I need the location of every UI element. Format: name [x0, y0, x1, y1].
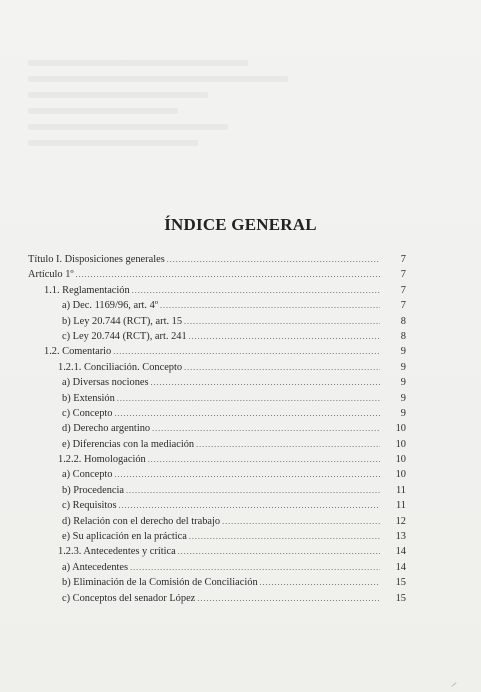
dot-leader	[189, 329, 380, 344]
dot-leader	[76, 267, 380, 282]
dot-leader	[152, 421, 380, 436]
dot-leader	[196, 437, 380, 452]
toc-entry	[28, 406, 406, 421]
toc-entry-label: d) Relación con el derecho del trabajo	[62, 515, 221, 527]
page-title: ÍNDICE GENERAL	[164, 215, 317, 234]
toc-entry-label: a) Concepto	[62, 469, 113, 481]
toc-entry-page-number: 15	[395, 592, 406, 604]
toc-entry-page-number: 13	[395, 531, 406, 543]
toc-entry	[28, 514, 406, 529]
toc-entry-label: b) Ley 20.744 (RCT), art. 15	[62, 315, 183, 327]
toc-entry-label: a) Antecedentes	[62, 561, 129, 573]
dot-leader	[113, 344, 380, 359]
toc-entry	[28, 452, 406, 467]
toc-entry-label: c) Concepto	[62, 407, 113, 419]
toc-entry	[28, 483, 406, 498]
toc-entry-page-number: 7	[400, 254, 406, 265]
toc-entry-page-number: 8	[400, 330, 406, 342]
toc-entry-page-number: 11	[395, 500, 406, 512]
dot-leader	[184, 314, 380, 329]
toc-entry	[28, 314, 406, 329]
dot-leader	[222, 514, 380, 529]
toc-entry-label: 1.2.1. Conciliación. Concepto	[58, 361, 183, 373]
toc-entry-label: c) Ley 20.744 (RCT), art. 241	[62, 330, 187, 342]
dot-leader	[126, 483, 380, 498]
toc-entry-page-number: 9	[400, 392, 406, 404]
toc-entry-label: e) Diferencias con la mediación	[62, 438, 195, 450]
dot-leader	[184, 360, 380, 375]
table-of-contents	[28, 252, 406, 606]
toc-entry-label: 1.2.2. Homologación	[58, 454, 146, 466]
toc-entry-page-number: 11	[395, 484, 406, 496]
toc-entry	[28, 267, 406, 282]
toc-entry-label: 1.2.3. Antecedentes y crítica	[58, 546, 176, 558]
toc-entry	[28, 498, 406, 513]
toc-entry-label: a) Dec. 1169/96, art. 4º	[62, 300, 159, 312]
toc-entry	[28, 560, 406, 575]
toc-entry-page-number: 15	[395, 577, 406, 589]
toc-entry-page-number: 10	[395, 423, 406, 435]
toc-entry-page-number: 10	[395, 454, 406, 466]
toc-entry-label: b) Eliminación de la Comisión de Conciliación	[62, 577, 258, 589]
toc-entry-page-number: 9	[400, 407, 406, 419]
toc-entry-page-number: 14	[395, 546, 406, 558]
toc-entry-page-number: 9	[400, 361, 406, 373]
toc-entry	[28, 529, 406, 544]
toc-entry	[28, 360, 406, 375]
toc-entry-page-number: 8	[400, 315, 406, 327]
toc-entry	[28, 252, 406, 267]
dot-leader	[151, 375, 380, 390]
toc-entry-page-number: 10	[395, 469, 406, 481]
toc-entry	[28, 575, 406, 590]
toc-entry	[28, 437, 406, 452]
toc-entry	[28, 298, 406, 313]
bleed-through-text	[28, 60, 328, 190]
toc-entry-label: 1.1. Reglamentación	[44, 284, 130, 296]
dot-leader	[178, 544, 380, 559]
scan-mark	[451, 682, 456, 687]
toc-entry	[28, 391, 406, 406]
toc-entry-page-number: 9	[400, 346, 406, 358]
toc-entry	[28, 329, 406, 344]
toc-entry-page-number: 7	[400, 284, 406, 296]
toc-entry-label: Título I. Disposiciones generales	[28, 254, 165, 265]
toc-entry-page-number: 7	[400, 269, 406, 281]
dot-leader	[130, 560, 380, 575]
toc-entry	[28, 283, 406, 298]
toc-entry	[28, 467, 406, 482]
toc-entry-label: e) Su aplicación en la práctica	[62, 531, 187, 543]
toc-entry	[28, 591, 406, 606]
dot-leader	[115, 467, 381, 482]
toc-entry	[28, 375, 406, 390]
toc-entry-label: c) Requisitos	[62, 500, 117, 512]
dot-leader	[115, 406, 381, 421]
toc-entry-label: b) Extensión	[62, 392, 115, 404]
dot-leader	[160, 298, 380, 313]
dot-leader	[117, 391, 380, 406]
toc-entry-page-number: 10	[395, 438, 406, 450]
toc-entry-label: d) Derecho argentino	[62, 423, 151, 435]
toc-entry-page-number: 14	[395, 561, 406, 573]
toc-entry-label: c) Conceptos del senador López	[62, 592, 196, 604]
toc-entry-page-number: 12	[395, 515, 406, 527]
toc-entry-page-number: 7	[400, 300, 406, 312]
dot-leader	[167, 252, 380, 267]
toc-entry	[28, 421, 406, 436]
toc-entry-label: a) Diversas nociones	[62, 377, 149, 389]
toc-entry-label: 1.2. Comentario	[44, 346, 112, 358]
toc-entry	[28, 344, 406, 359]
dot-leader	[260, 575, 380, 590]
toc-entry-label: Artículo 1º	[28, 269, 74, 281]
dot-leader	[148, 452, 380, 467]
dot-leader	[197, 591, 380, 606]
toc-entry-label: b) Procedencia	[62, 484, 125, 496]
dot-leader	[189, 529, 380, 544]
toc-entry-page-number: 9	[400, 377, 406, 389]
toc-entry	[28, 544, 406, 559]
dot-leader	[119, 498, 380, 513]
dot-leader	[132, 283, 380, 298]
